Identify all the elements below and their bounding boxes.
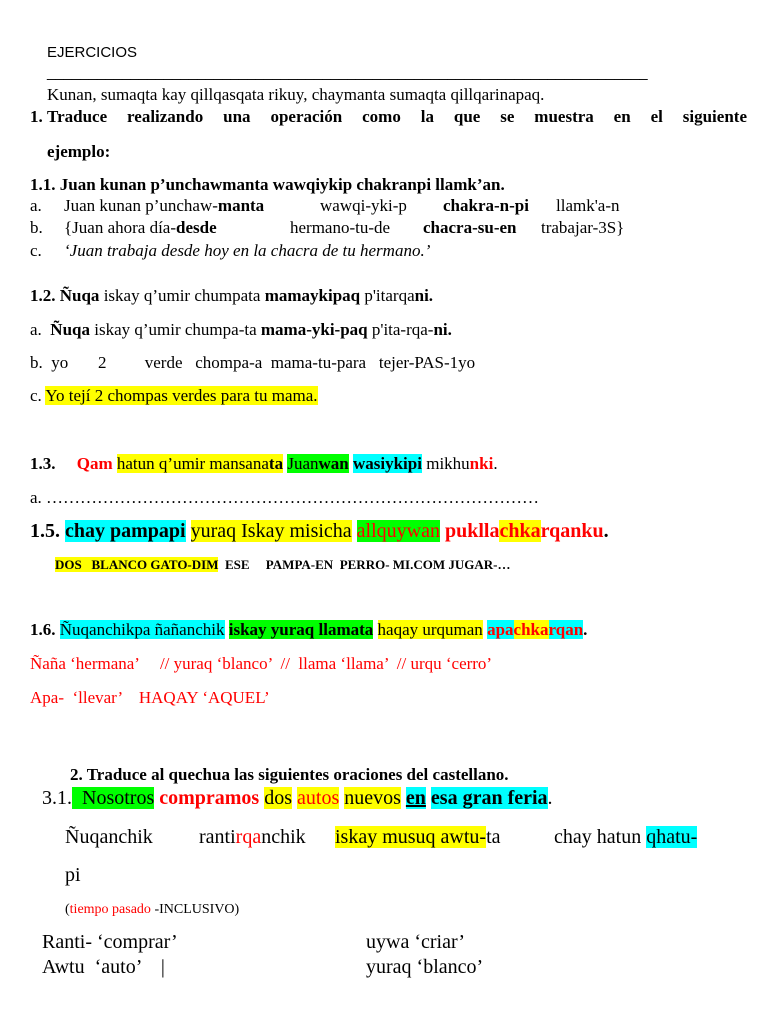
word: Ñuqa (50, 320, 90, 339)
word (199, 826, 306, 849)
word: wawqi-yki-p (320, 196, 407, 215)
ex1-5-title (30, 520, 609, 543)
word: Ñuqanchik (65, 826, 153, 848)
word: ni. (433, 320, 452, 339)
word: iskay q’umir chumpa-ta (89, 320, 261, 339)
word: wasiykipi (352, 454, 422, 473)
word: Nosotros (72, 787, 155, 809)
highlight-yellow (117, 454, 283, 473)
ex1-2-row-a (30, 320, 452, 340)
word: iskay q’umir chumpata (99, 286, 265, 305)
vocab-item: Awtu ‘auto’ | (42, 956, 165, 978)
word: mama-yki-paq (260, 320, 368, 339)
section-number: 1.3. (30, 454, 56, 473)
word: hatun q’umir mansana (116, 454, 269, 473)
row-label: b. (30, 218, 43, 237)
translation: Yo tejí 2 chompas verdes para tu mama. (45, 386, 318, 405)
word: wan (318, 454, 349, 473)
word: mikhu (426, 454, 470, 473)
word: ta (268, 454, 284, 473)
word: Juan kunan p’unchaw- (64, 196, 218, 215)
ex2-title: 2. Traduce al quechua las siguientes oraciones del castellano. (70, 765, 509, 784)
ex2-1-sentence (42, 787, 553, 810)
ex1-instruction-line1: Traduce realizando una operación como la que se muestra en el siguiente (47, 107, 747, 126)
word: chka (513, 620, 549, 639)
gloss-highlight: DOS BLANCO GATO-DIM (55, 557, 219, 572)
word: Qam (76, 454, 113, 473)
word: ranti (199, 826, 236, 848)
word: trabajar-3S} (541, 218, 625, 237)
word: yuraq Iskay misicha (190, 520, 352, 542)
word: chay hatun (554, 826, 642, 848)
ex1-6-title (30, 620, 587, 640)
section-number: 1.5. (30, 520, 60, 542)
word: p'itarqa (360, 286, 415, 305)
ex1-1-title: 1.1. Juan kunan p’unchawmanta wawqiykip chakranpi llamk’an. (30, 175, 505, 194)
word: pi (65, 864, 81, 886)
word: Juan (287, 454, 319, 473)
ex1-2-row-c (30, 386, 318, 406)
word: ta (486, 826, 501, 848)
word: rqanku (540, 520, 604, 542)
ex1-number: 1. (30, 107, 43, 126)
ex1-6-vocab-line2: Apa- ‘llevar’ HAQAY ‘AQUEL’ (30, 688, 270, 707)
word: compramos (159, 787, 260, 809)
word: iskay musuq awtu- (335, 826, 487, 848)
word: rqan (548, 620, 584, 639)
ex1-2-row-b: b. yo 2 verde chompa-a mama-tu-para tejer-PAS-1yo (30, 353, 476, 372)
word: manta (217, 196, 265, 215)
word: puklla (444, 520, 500, 542)
word: . (603, 520, 609, 542)
word: nki (469, 454, 494, 473)
word: nchik (261, 826, 306, 848)
word: allquywan (356, 520, 440, 542)
word: . (493, 454, 498, 473)
row-label: c. (30, 386, 46, 405)
note-part: tiempo pasado (69, 902, 151, 917)
word: desde (176, 218, 217, 237)
word: dos (264, 787, 293, 809)
ex1-instruction-line2: ejemplo: (47, 142, 111, 161)
row-label: a. (30, 320, 42, 339)
intro-text: Kunan, sumaqta kay qillqasqata rikuy, chaymanta sumaqta qillqarinapaq. (47, 85, 545, 104)
ex1-6-vocab-line1: Ñaña ‘hermana’ // yuraq ‘blanco’ // llama ‘llama’ // urqu ‘cerro’ (30, 654, 493, 673)
word (335, 826, 501, 849)
note-part: ( (65, 902, 70, 917)
word: hermano-tu-de (290, 218, 391, 237)
grammar-note (65, 902, 239, 918)
word: autos (297, 787, 340, 809)
word: esa gran feria (430, 787, 548, 809)
word: qhatu- (646, 826, 698, 848)
word: chakra-n-pi (443, 196, 529, 215)
word: llamk'a-n (556, 196, 620, 215)
translation: ‘Juan trabaja desde hoy en la chacra de tu hermano.’ (64, 241, 431, 260)
vocab-item: uywa ‘criar’ (366, 931, 466, 953)
word: ni. (414, 286, 434, 305)
section-number: 1.6. (30, 620, 56, 639)
word: mamaykipaq (264, 286, 361, 305)
word: iskay yuraq llamata (228, 620, 374, 639)
word: apa (487, 620, 514, 639)
page-title: EJERCICIOS (47, 44, 138, 61)
word: rqa (235, 826, 262, 848)
word: chka (499, 520, 541, 542)
word: haqay urquman (377, 620, 483, 639)
ex1-5-gloss (55, 557, 510, 573)
answer-line: a. …………………………………………………………………………… (30, 488, 540, 507)
ex1-2-title (30, 286, 433, 306)
vocab-item: Ranti- ‘comprar’ (42, 931, 178, 953)
title-rule: ________________________________________________________________________ (47, 64, 648, 81)
highlight-green (287, 454, 348, 473)
vocab-item: yuraq ‘blanco’ (366, 956, 484, 978)
row-label: c. (30, 241, 42, 260)
word: en (405, 787, 426, 809)
ex1-1-row-a (30, 196, 42, 216)
word: nuevos (344, 787, 401, 809)
word: chacra-su-en (423, 218, 517, 237)
word: . (547, 787, 553, 809)
gloss-text: ESE PAMPA-EN PERRO- MI.COM JUGAR-… (218, 557, 511, 572)
ex1-1-a-words (64, 196, 264, 216)
ex1-1-b-words (64, 218, 217, 238)
word: chay pampapi (65, 520, 186, 542)
ex1-3-title (30, 454, 498, 474)
word: Ñuqanchikpa ñañanchik (59, 620, 225, 639)
word: 1.2. Ñuqa (30, 286, 100, 305)
note-part: -INCLUSIVO) (150, 902, 240, 917)
row-label: a. (30, 196, 42, 215)
word: . (583, 620, 588, 639)
word: p'ita-rqa- (367, 320, 434, 339)
word: {Juan ahora día- (64, 218, 177, 237)
word (554, 826, 697, 849)
section-number: 3.1. (42, 787, 72, 809)
